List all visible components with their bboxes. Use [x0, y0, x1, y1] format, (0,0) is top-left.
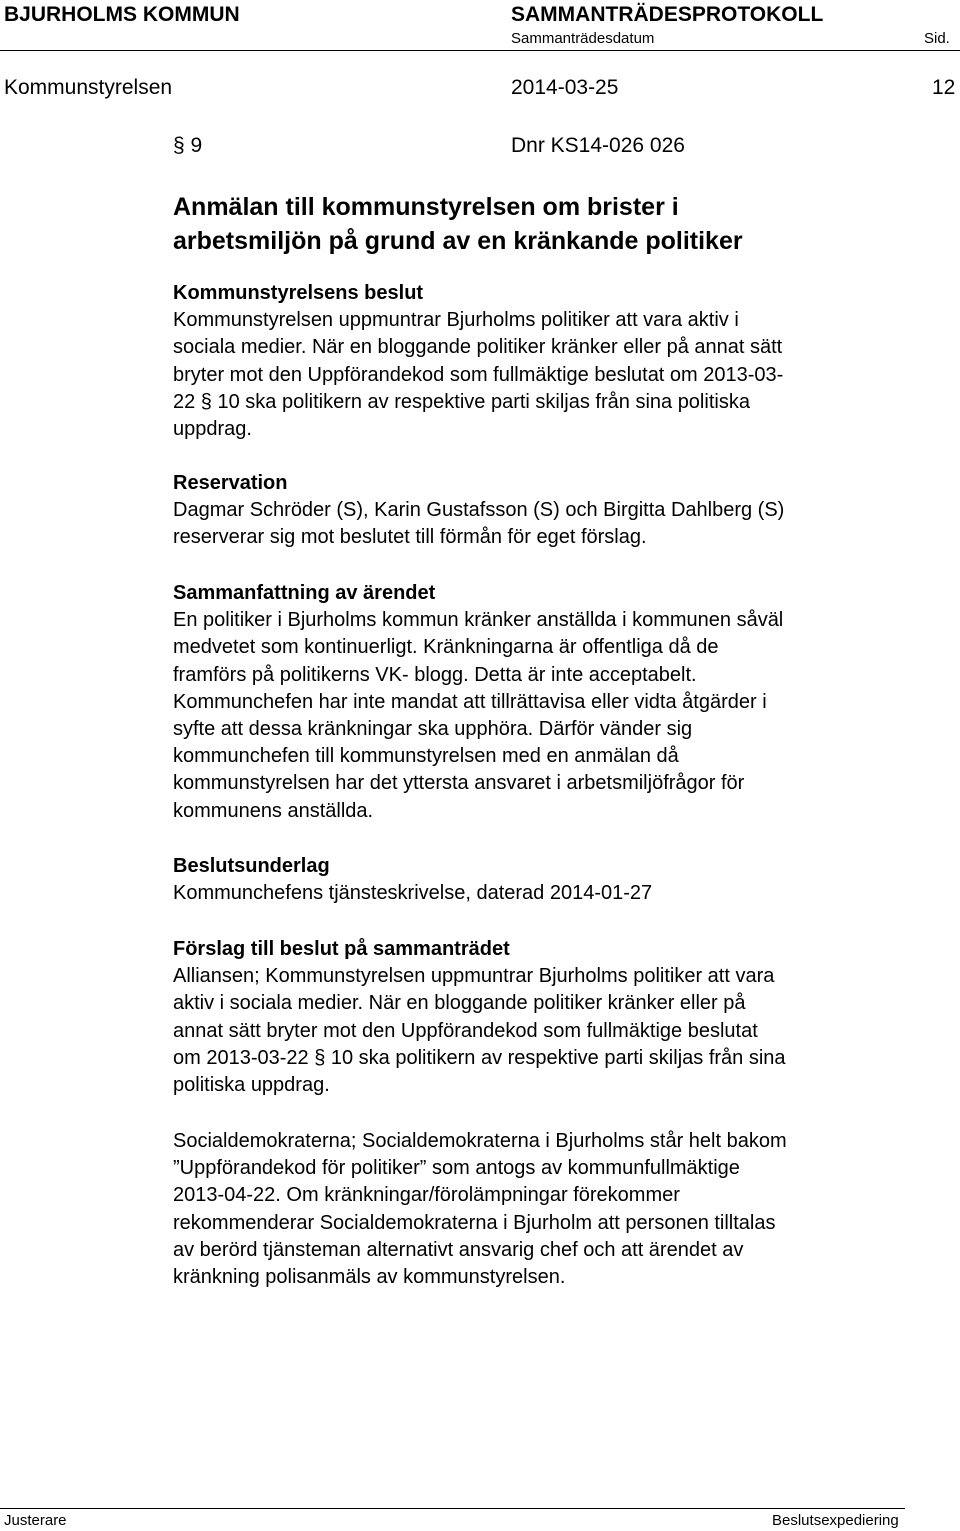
header-divider: [0, 50, 960, 51]
section-proposal-s: [173, 1128, 913, 1291]
text-line: om 2013-03-22 § 10 ska politikern av respektive parti skiljas från sina: [173, 1046, 786, 1069]
section-decision: [173, 280, 913, 443]
text-line: medvetet som kontinuerligt. Kränkningarna är offentliga då de: [173, 636, 719, 659]
section-heading: Beslutsunderlag: [173, 855, 330, 877]
text-line: Kommunchefens tjänsteskrivelse, daterad 2014-01-27: [173, 882, 653, 905]
beslutsexpediering-label: Beslutsexpediering: [772, 1512, 899, 1529]
section-heading: Reservation: [173, 472, 288, 494]
text-line: av berörd tjänsteman alternativt ansvarig chef och att ärendet av: [173, 1238, 744, 1261]
text-line: rekommenderar Socialdemokraterna i Bjurholm att personen tilltalas: [173, 1211, 776, 1234]
title-line-2: arbetsmiljön på grund av en kränkande politiker: [173, 227, 743, 255]
text-line: En politiker i Bjurholms kommun kränker anställda i kommunen såväl: [173, 609, 784, 632]
text-line: politiska uppdrag.: [173, 1074, 330, 1097]
section-heading: Kommunstyrelsens beslut: [173, 282, 424, 304]
text-line: ”Uppförandekod för politiker” som antogs av kommunfullmäktige: [173, 1157, 740, 1180]
section-summary: [173, 580, 913, 825]
text-line: Kommunchefen har inte mandat att tillrättavisa eller vidta åtgärder i: [173, 690, 767, 713]
justerare-label: Justerare: [4, 1512, 67, 1529]
text-line: kommunens anställda.: [173, 799, 374, 822]
text-line: kommunchefen till kommunstyrelsen med en anmälan då: [173, 745, 679, 768]
text-line: 22 § 10 ska politikern av respektive parti skiljas från sina politiska: [173, 390, 750, 413]
text-line: reserverar sig mot beslutet till förmån för eget förslag.: [173, 526, 647, 549]
document-type: SAMMANTRÄDESPROTOKOLL: [511, 3, 824, 26]
text-line: 2013-04-22. Om kränkningar/förolämpningar förekommer: [173, 1184, 680, 1207]
section-basis: [173, 853, 913, 907]
text-line: bryter mot den Uppförandekod som fullmäktige beslutat om 2013-03-: [173, 363, 784, 386]
paragraph-number: § 9: [173, 134, 203, 157]
text-line: Dagmar Schröder (S), Karin Gustafsson (S) och Birgitta Dahlberg (S): [173, 499, 785, 522]
text-line: aktiv i sociala medier. När en bloggande politiker kränker eller på: [173, 992, 746, 1015]
diary-number: Dnr KS14-026 026: [511, 134, 685, 157]
body-name: Kommunstyrelsen: [4, 76, 173, 99]
section-heading: Förslag till beslut på sammanträdet: [173, 938, 510, 960]
organization-name: BJURHOLMS KOMMUN: [4, 3, 240, 26]
text-line: annat sätt bryter mot den Uppförandekod som fullmäktige beslutat: [173, 1019, 758, 1042]
text-line: Alliansen; Kommunstyrelsen uppmuntrar Bjurholms politiker att vara: [173, 965, 775, 988]
text-line: uppdrag.: [173, 418, 252, 441]
text-line: syfte att dessa kränkningar ska upphöra. Därför vänder sig: [173, 718, 693, 741]
section-heading: Sammanfattning av ärendet: [173, 582, 436, 604]
text-line: framförs på politikerns VK- blogg. Detta är inte acceptabelt.: [173, 663, 697, 686]
text-line: Kommunstyrelsen uppmuntrar Bjurholms politiker att vara aktiv i: [173, 309, 739, 332]
page-number: 12: [932, 76, 956, 99]
meeting-date: 2014-03-25: [511, 76, 619, 99]
text-line: kränkning polisanmäls av kommunstyrelsen.: [173, 1266, 566, 1289]
page-title: [173, 190, 743, 258]
text-line: Socialdemokraterna; Socialdemokraterna i Bjurholms står helt bakom: [173, 1130, 787, 1152]
title-line-1: Anmälan till kommunstyrelsen om brister i: [173, 193, 679, 221]
text-line: sociala medier. När en bloggande politiker kränker eller på annat sätt: [173, 336, 783, 359]
meeting-date-label: Sammanträdesdatum: [511, 30, 655, 47]
section-proposal: [173, 936, 913, 1099]
text-line: kommunstyrelsen har det yttersta ansvaret i arbetsmiljöfrågor för: [173, 772, 745, 795]
footer-divider: [0, 1508, 905, 1509]
section-reservation: [173, 470, 913, 552]
page-label: Sid.: [924, 30, 950, 47]
